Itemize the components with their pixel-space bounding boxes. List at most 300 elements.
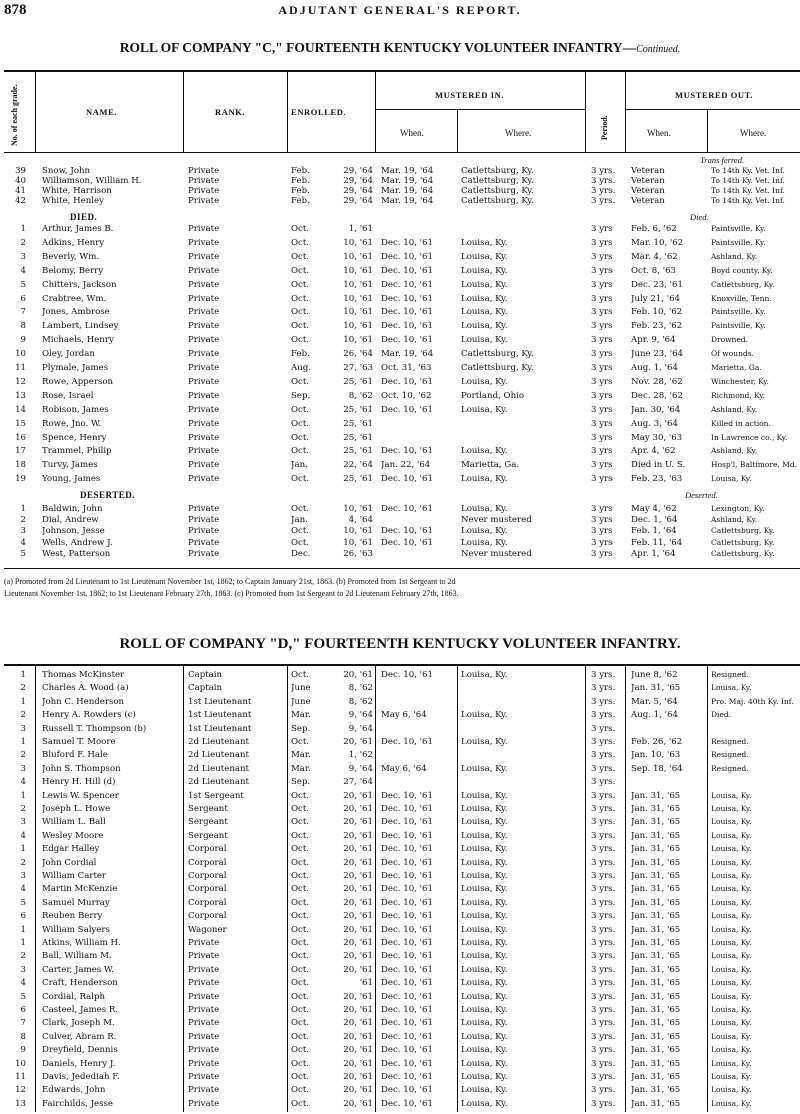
soldier-name: Atkins, William H. [42, 938, 121, 948]
header-mustered-in: MUSTERED IN. [435, 90, 505, 100]
period: 3 yrs. [591, 750, 616, 761]
grade-number: 5 [20, 548, 26, 559]
enrolled-month: Oct. [291, 830, 310, 841]
mustered-out-where: Louisa, Ky. [711, 1045, 752, 1055]
grade-number: 6 [20, 293, 26, 304]
mustered-out-when: Jan. 31, '65 [631, 844, 681, 855]
soldier-name: Crabtree, Wm. [42, 293, 107, 304]
header-mi-when: When. [400, 128, 424, 138]
mustered-out-when: Mar. 4, '62 [631, 251, 678, 262]
enrolled-date: 1, '62 [348, 750, 373, 761]
table-row [0, 817, 800, 827]
mustered-out-where: To 14th Ky. Vet. Inf. [711, 186, 785, 195]
rank: Private [188, 224, 220, 234]
soldier-name: Edgar Halley [42, 844, 100, 855]
enrolled-date: 20, '61 [343, 670, 373, 680]
table-top-rule [4, 70, 800, 72]
mustered-out-where: Louisa, Ky. [711, 897, 752, 907]
table-row [0, 363, 800, 373]
table-row [0, 791, 800, 801]
soldier-name: Culver, Abram R. [42, 1031, 117, 1042]
mustered-out-where: Ashland, Ky. [711, 515, 758, 525]
enrolled-date: 20, '61 [343, 991, 373, 1002]
enrolled-month: Sep. [291, 390, 311, 401]
enrolled-month: Oct. [291, 911, 310, 922]
period: 3 yrs [591, 432, 613, 443]
soldier-name: Craft, Henderson [42, 978, 118, 989]
header-mo-when: When. [647, 128, 671, 138]
grade-number: 1 [20, 938, 26, 948]
soldier-name: Carter, James W. [42, 964, 114, 975]
mustered-out-when: Veteran [631, 196, 665, 206]
mustered-in-where: Louisa, Ky. [461, 335, 508, 346]
grade-number: 13 [15, 390, 26, 401]
table-header-rule [4, 152, 800, 153]
enrolled-month: Aug. [291, 363, 311, 373]
enrolled-month: Oct. [291, 951, 310, 962]
mustered-out-when: Jan. 31, '65 [631, 1072, 681, 1082]
mustered-out-when: Jan. 31, '65 [631, 1098, 681, 1109]
mustered-out-where: Louisa, Ky. [711, 1085, 752, 1095]
rank: Sergeant [188, 804, 228, 814]
company-c-title [0, 40, 800, 56]
mustered-in-where: Louisa, Ky. [461, 710, 508, 721]
mustered-in-when: Dec. 10, '61 [381, 376, 433, 387]
mustered-in-where: Louisa, Ky. [461, 404, 508, 415]
mustered-out-where: Louisa, Ky. [711, 1072, 752, 1081]
enrolled-month: Jan. [291, 515, 308, 526]
mustered-out-when: Jan. 31, '65 [631, 911, 681, 922]
mustered-out-when: Feb. 10, '62 [631, 307, 683, 318]
period: 3 yrs. [591, 1045, 616, 1056]
enrolled-date: 20, '61 [343, 1085, 373, 1096]
mustered-out-where: Louisa, Ky. [711, 804, 752, 813]
soldier-name: White, Harrison [42, 186, 112, 196]
table-row [0, 1032, 800, 1042]
soldier-name: Samuel T. Moore [42, 737, 116, 747]
rank: Private [188, 432, 220, 443]
rank: Private [188, 548, 220, 559]
period: 3 yrs. [591, 777, 616, 788]
rank: Private [188, 1098, 220, 1109]
soldier-name: White, Henley [42, 196, 104, 206]
mustered-in-when: Dec. 10, '61 [381, 871, 433, 881]
rank: Corporal [188, 897, 227, 908]
mustered-out-when: Aug. 3, '64 [631, 418, 678, 429]
soldier-name: Trammel, Philip [42, 446, 112, 457]
enrolled-date: 20, '61 [343, 1072, 373, 1082]
rank: 1st Lieutenant [188, 723, 252, 734]
grade-number: 2 [20, 710, 26, 721]
table-row [0, 724, 800, 734]
table-row [0, 764, 800, 774]
mustered-in-when: Dec. 10, '61 [381, 1031, 433, 1042]
mustered-out-when: Jan. 31, '65 [631, 857, 681, 868]
table-row [0, 978, 800, 988]
enrolled-month: Feb. [291, 186, 310, 196]
deserted-note: Deserted. [685, 490, 718, 500]
mustered-in-when: Dec. 10, '61 [381, 404, 433, 415]
mustered-out-when: Jan. 31, '65 [631, 1031, 681, 1042]
enrolled-date: 8, '62 [348, 696, 373, 707]
grade-number: 3 [20, 964, 26, 975]
soldier-name: Turvy, James [42, 460, 98, 471]
mustered-out-when: Jan. 31, '65 [631, 1018, 681, 1029]
mustered-out-where: Resigned. [711, 737, 749, 746]
enrolled-month: June [291, 696, 311, 707]
enrolled-date: 20, '61 [343, 897, 373, 908]
rank: 2d Lieutenant [188, 777, 249, 788]
soldier-name: John S. Thompson [42, 763, 121, 774]
period: 3 yrs [591, 279, 613, 290]
soldier-name: Lambert, Lindsey [42, 321, 119, 332]
grade-number: 9 [20, 1045, 26, 1056]
mustered-out-where: Louisa, Ky. [711, 790, 752, 800]
enrolled-date: 22, '64 [343, 460, 373, 471]
mustered-out-when: Jan. 10, '63 [631, 750, 681, 761]
mustered-out-where: Drowned. [711, 335, 748, 345]
enrolled-month: Oct. [291, 224, 310, 234]
company-d-top-rule [4, 664, 800, 666]
enrolled-date: 10, '61 [343, 335, 373, 346]
mustered-in-when: Dec. 10, '61 [381, 991, 433, 1002]
mustered-out-where: Killed in action. [711, 418, 771, 428]
mustered-in-when: Dec. 10, '61 [381, 265, 433, 276]
mustered-out-where: Marietta, Ga. [711, 363, 762, 372]
table-row [0, 777, 800, 787]
mustered-out-when: June 23, '64 [631, 349, 684, 360]
mustered-out-where: Paintsville, Ky. [711, 224, 766, 233]
mustered-in-where: Louisa, Ky. [461, 737, 508, 747]
mustered-in-where: Louisa, Ky. [461, 884, 508, 895]
enrolled-month: Oct. [291, 446, 310, 457]
enrolled-date: 10, '61 [343, 279, 373, 290]
enrolled-month: Oct. [291, 321, 310, 332]
grade-number: 4 [20, 830, 26, 841]
period: 3 yrs. [591, 884, 616, 895]
enrolled-month: Oct. [291, 1072, 310, 1082]
mustered-in-when: Dec. 10, '61 [381, 1058, 433, 1069]
mustered-out-where: Paintsville, Ky. [711, 321, 766, 331]
died-note: Died. [690, 212, 709, 222]
mustered-in-when: Dec. 10, '61 [381, 790, 433, 801]
mustered-in-when: Dec. 10, '61 [381, 474, 433, 485]
enrolled-date: 20, '61 [343, 790, 373, 801]
grade-number: 1 [20, 670, 26, 680]
mustered-out-where: Louisa, Ky. [711, 844, 752, 854]
mustered-in-where: Louisa, Ky. [461, 1085, 508, 1096]
grade-number: 1 [20, 504, 26, 514]
grade-number: 8 [20, 1031, 26, 1042]
rank: Private [188, 504, 220, 514]
rank: Captain [188, 670, 223, 680]
rank: Private [188, 418, 220, 429]
period: 3 yrs [591, 307, 613, 318]
mustered-out-when: Jan. 31, '65 [631, 1045, 681, 1056]
rank: Private [188, 978, 220, 989]
mustered-in-where: Louisa, Ky. [461, 1018, 508, 1029]
mustered-in-where: Louisa, Ky. [461, 951, 508, 962]
grade-number: 3 [20, 763, 26, 774]
mustered-out-where: Louisa, Ky. [711, 817, 752, 827]
mustered-in-where: Louisa, Ky. [461, 474, 508, 485]
mustered-in-when: Mar. 19, '64 [381, 166, 434, 176]
mustered-out-when: Jan. 31, '65 [631, 1005, 681, 1015]
mustered-out-where: Catlettsburg, Ky. [711, 279, 775, 289]
soldier-name: Wesley Moore [42, 830, 104, 841]
soldier-name: Clark, Joseph M. [42, 1018, 115, 1029]
header-mi-where: Where. [505, 128, 532, 138]
table-row [0, 710, 800, 720]
col-divider [585, 71, 586, 152]
enrolled-date: 10, '61 [343, 537, 373, 548]
rank: Private [188, 251, 220, 262]
enrolled-month: Oct. [291, 924, 310, 935]
running-head: ADJUTANT GENERAL'S REPORT. [278, 3, 522, 17]
rank: Private [188, 964, 220, 975]
soldier-name: Baldwin, John [42, 504, 103, 514]
soldier-name: Rowe, Apperson [42, 376, 114, 387]
rank: Private [188, 515, 220, 526]
rank: Private [188, 938, 220, 948]
mustered-in-when: Dec. 10, '61 [381, 884, 433, 895]
mustered-in-where: Louisa, Ky. [461, 293, 508, 304]
soldier-name: Thomas McKinster [42, 670, 125, 680]
table-row [0, 911, 800, 921]
soldier-name: Samuel Murray [42, 897, 110, 908]
period: 3 yrs. [591, 978, 616, 989]
grade-number: 8 [20, 321, 26, 332]
grade-number: 4 [20, 978, 26, 989]
mustered-in-where: Louisa, Ky. [461, 1058, 508, 1069]
rank: Private [188, 1045, 220, 1056]
soldier-name: Dial, Andrew [42, 515, 99, 526]
rank: Private [188, 1085, 220, 1096]
grade-number: 18 [15, 460, 26, 471]
mustered-out-where: Louisa, Ky. [711, 871, 752, 880]
mustered-out-when: Apr. 9, '64 [631, 335, 676, 346]
rank: Private [188, 474, 220, 485]
mustered-in-when: Dec. 10, '61 [381, 279, 433, 290]
mustered-in-where: Marietta, Ga. [461, 460, 520, 471]
mustered-in-when: Dec. 10, '61 [381, 251, 433, 262]
footnote-line-1: (a) Promoted from 2d Lieutenant to 1st Lieutenant November 1st, 1862; to Captain January 21st, 1863. (b) Promoted from 1st Sergeant to 2d [4, 577, 456, 586]
grade-number: 15 [15, 418, 26, 429]
enrolled-month: Oct. [291, 1045, 310, 1056]
period: 3 yrs. [591, 670, 616, 680]
rank: Private [188, 1031, 220, 1042]
mustered-in-where: Louisa, Ky. [461, 897, 508, 908]
period: 3 yrs. [591, 186, 616, 196]
mustered-in-when: Dec. 10, '61 [381, 951, 433, 962]
enrolled-month: Oct. [291, 474, 310, 485]
col-divider [35, 71, 36, 152]
period: 3 yrs. [591, 737, 616, 747]
table-row [0, 898, 800, 908]
mustered-in-when: Dec. 10, '61 [381, 670, 433, 680]
period: 3 yrs [591, 237, 613, 248]
table-row [0, 504, 800, 514]
mustered-out-where: Louisa, Ky. [711, 1098, 752, 1108]
mustered-in-where: Louisa, Ky. [461, 790, 508, 801]
header-name: NAME. [86, 107, 118, 117]
period: 3 yrs [591, 504, 613, 514]
rank: Private [188, 1072, 220, 1082]
enrolled-month: Oct. [291, 432, 310, 443]
mustered-in-where: Louisa, Ky. [461, 964, 508, 975]
period: 3 yrs [591, 321, 613, 332]
mustered-in-when: Dec. 10, '61 [381, 504, 433, 514]
grade-number: 14 [15, 404, 26, 415]
mustered-out-when: Jan. 31, '65 [631, 1085, 681, 1096]
period: 3 yrs. [591, 696, 616, 707]
rank: Private [188, 196, 220, 206]
mustered-out-where: Ashland, Ky. [711, 446, 758, 456]
period: 3 yrs. [591, 1005, 616, 1015]
rank: 2d Lieutenant [188, 750, 249, 761]
soldier-name: Johnson, Jesse [42, 526, 105, 537]
company-d-title: ROLL OF COMPANY "D," FOURTEENTH KENTUCKY VOLUNTEER INFANTRY. [119, 636, 681, 652]
grade-number: 7 [20, 307, 26, 318]
mustered-out-when: Died in U. S. [631, 460, 686, 471]
mustered-in-when: Dec. 10, '61 [381, 1098, 433, 1109]
mustered-in-where: Louisa, Ky. [461, 251, 508, 262]
table-row [0, 526, 800, 536]
grade-number: 5 [20, 897, 26, 908]
enrolled-month: Feb. [291, 349, 310, 360]
mustered-out-when: Jan. 31, '65 [631, 938, 681, 948]
grade-number: 1 [20, 790, 26, 801]
table-row [0, 405, 800, 415]
rank: Corporal [188, 844, 227, 855]
grade-number: 4 [20, 265, 26, 276]
mustered-out-where: To 14th Ky. Vet. Inf. [711, 176, 785, 185]
mustered-out-where: Of wounds. [711, 349, 754, 359]
period: 3 yrs. [591, 1031, 616, 1042]
rank: Corporal [188, 871, 227, 881]
period: 3 yrs. [591, 857, 616, 868]
table-row [0, 294, 800, 304]
enrolled-date: 20, '61 [343, 1018, 373, 1029]
company-c-title-text: ROLL OF COMPANY "C," FOURTEENTH KENTUCKY VOLUNTEER INFANTRY— [119, 40, 637, 55]
mustered-out-when: Veteran [631, 176, 665, 186]
soldier-name: Spence, Henry [42, 432, 107, 443]
grade-number: 17 [15, 446, 26, 457]
enrolled-month: Oct. [291, 251, 310, 262]
grade-number: 3 [20, 723, 26, 734]
mustered-out-where: Louisa, Ky. [711, 1031, 752, 1041]
mustered-in-where: Louisa, Ky. [461, 1005, 508, 1015]
enrolled-date: 20, '61 [343, 871, 373, 881]
enrolled-date: 20, '61 [343, 1005, 373, 1015]
mustered-out-where: Lexington, Ky. [711, 504, 765, 513]
enrolled-month: Oct. [291, 817, 310, 828]
period: 3 yrs. [591, 1072, 616, 1082]
table-row [0, 965, 800, 975]
mustered-out-where: Louisa, Ky. [711, 924, 752, 934]
mustered-out-where: Louisa, Ky. [711, 911, 752, 921]
enrolled-month: Mar. [291, 763, 311, 774]
mustered-in-when: Mar. 19, '64 [381, 349, 434, 360]
soldier-name: Reuben Berry [42, 911, 103, 922]
enrolled-month: Feb. [291, 176, 310, 186]
mustered-out-where: Knoxville, Tenn. [711, 293, 772, 303]
table-row [0, 871, 800, 881]
mustered-in-where: Catlettsburg, Ky. [461, 349, 534, 360]
enrolled-month: Oct. [291, 1031, 310, 1042]
enrolled-month: Oct. [291, 404, 310, 415]
rank: Private [188, 460, 220, 471]
company-c-continued: Continued. [636, 44, 681, 55]
mustered-out-when: Jan. 31, '65 [631, 964, 681, 975]
grade-number: 12 [15, 1085, 26, 1096]
rank: Corporal [188, 857, 227, 868]
mustered-out-when: Apr. 1, '64 [631, 548, 676, 559]
enrolled-date: 29, '64 [343, 176, 373, 186]
enrolled-month: Oct. [291, 804, 310, 814]
mustered-in-when: Oct. 31, '63 [381, 363, 432, 373]
mustered-out-where: Catlettsburg, Ky. [711, 537, 775, 547]
period: 3 yrs. [591, 911, 616, 922]
mustered-out-when: July 21, '64 [631, 293, 681, 304]
enrolled-month: Jan. [291, 460, 308, 471]
enrolled-date: 20, '61 [343, 938, 373, 948]
mustered-in-when: Dec. 10, '61 [381, 1005, 433, 1015]
table-row [0, 280, 800, 290]
enrolled-date: 20, '61 [343, 911, 373, 922]
soldier-name: Casteel, James R. [42, 1005, 119, 1015]
period: 3 yrs [591, 548, 613, 559]
mustered-out-when: Jan. 31, '65 [631, 1058, 681, 1069]
page-number: 878 [4, 2, 27, 18]
rank: Corporal [188, 911, 227, 922]
rank: Private [188, 446, 220, 457]
mustered-out-where: Catlettsburg, Ky. [711, 548, 775, 558]
mustered-in-where: Louisa, Ky. [461, 1045, 508, 1056]
table-row [0, 446, 800, 456]
col-divider [457, 110, 458, 152]
rank: Private [188, 321, 220, 332]
grade-number: 2 [20, 857, 26, 868]
period: 3 yrs. [591, 790, 616, 801]
enrolled-date: 4, '64 [348, 515, 373, 526]
period: 3 yrs [591, 537, 613, 548]
mustered-in-when: Dec. 10, '61 [381, 307, 433, 318]
grade-number: 41 [15, 186, 26, 196]
mustered-in-when: Dec. 10, '61 [381, 1045, 433, 1056]
mustered-out-when: Sep. 18, '64 [631, 763, 683, 774]
mustered-in-when: Dec. 10, '61 [381, 817, 433, 828]
grade-number: 2 [20, 683, 26, 694]
table-row [0, 515, 800, 525]
enrolled-month: Oct. [291, 857, 310, 868]
rank: Private [188, 537, 220, 548]
enrolled-month: Oct. [291, 964, 310, 975]
rank: Private [188, 390, 220, 401]
mustered-out-when: Feb. 23, '62 [631, 321, 683, 332]
mustered-in-where: Louisa, Ky. [461, 978, 508, 989]
soldier-name: John C. Henderson [42, 696, 125, 707]
mustered-in-where: Louisa, Ky. [461, 871, 508, 881]
rank: Private [188, 526, 220, 537]
enrolled-date: 20, '61 [343, 844, 373, 855]
mustered-in-where: Catlettsburg, Ky. [461, 363, 534, 373]
mustered-out-when: May 4, '62 [631, 504, 677, 514]
grade-number: 11 [15, 363, 26, 373]
mustered-in-where: Never mustered [461, 548, 532, 559]
mustered-out-where: Resigned. [711, 750, 749, 760]
table-row [0, 951, 800, 961]
